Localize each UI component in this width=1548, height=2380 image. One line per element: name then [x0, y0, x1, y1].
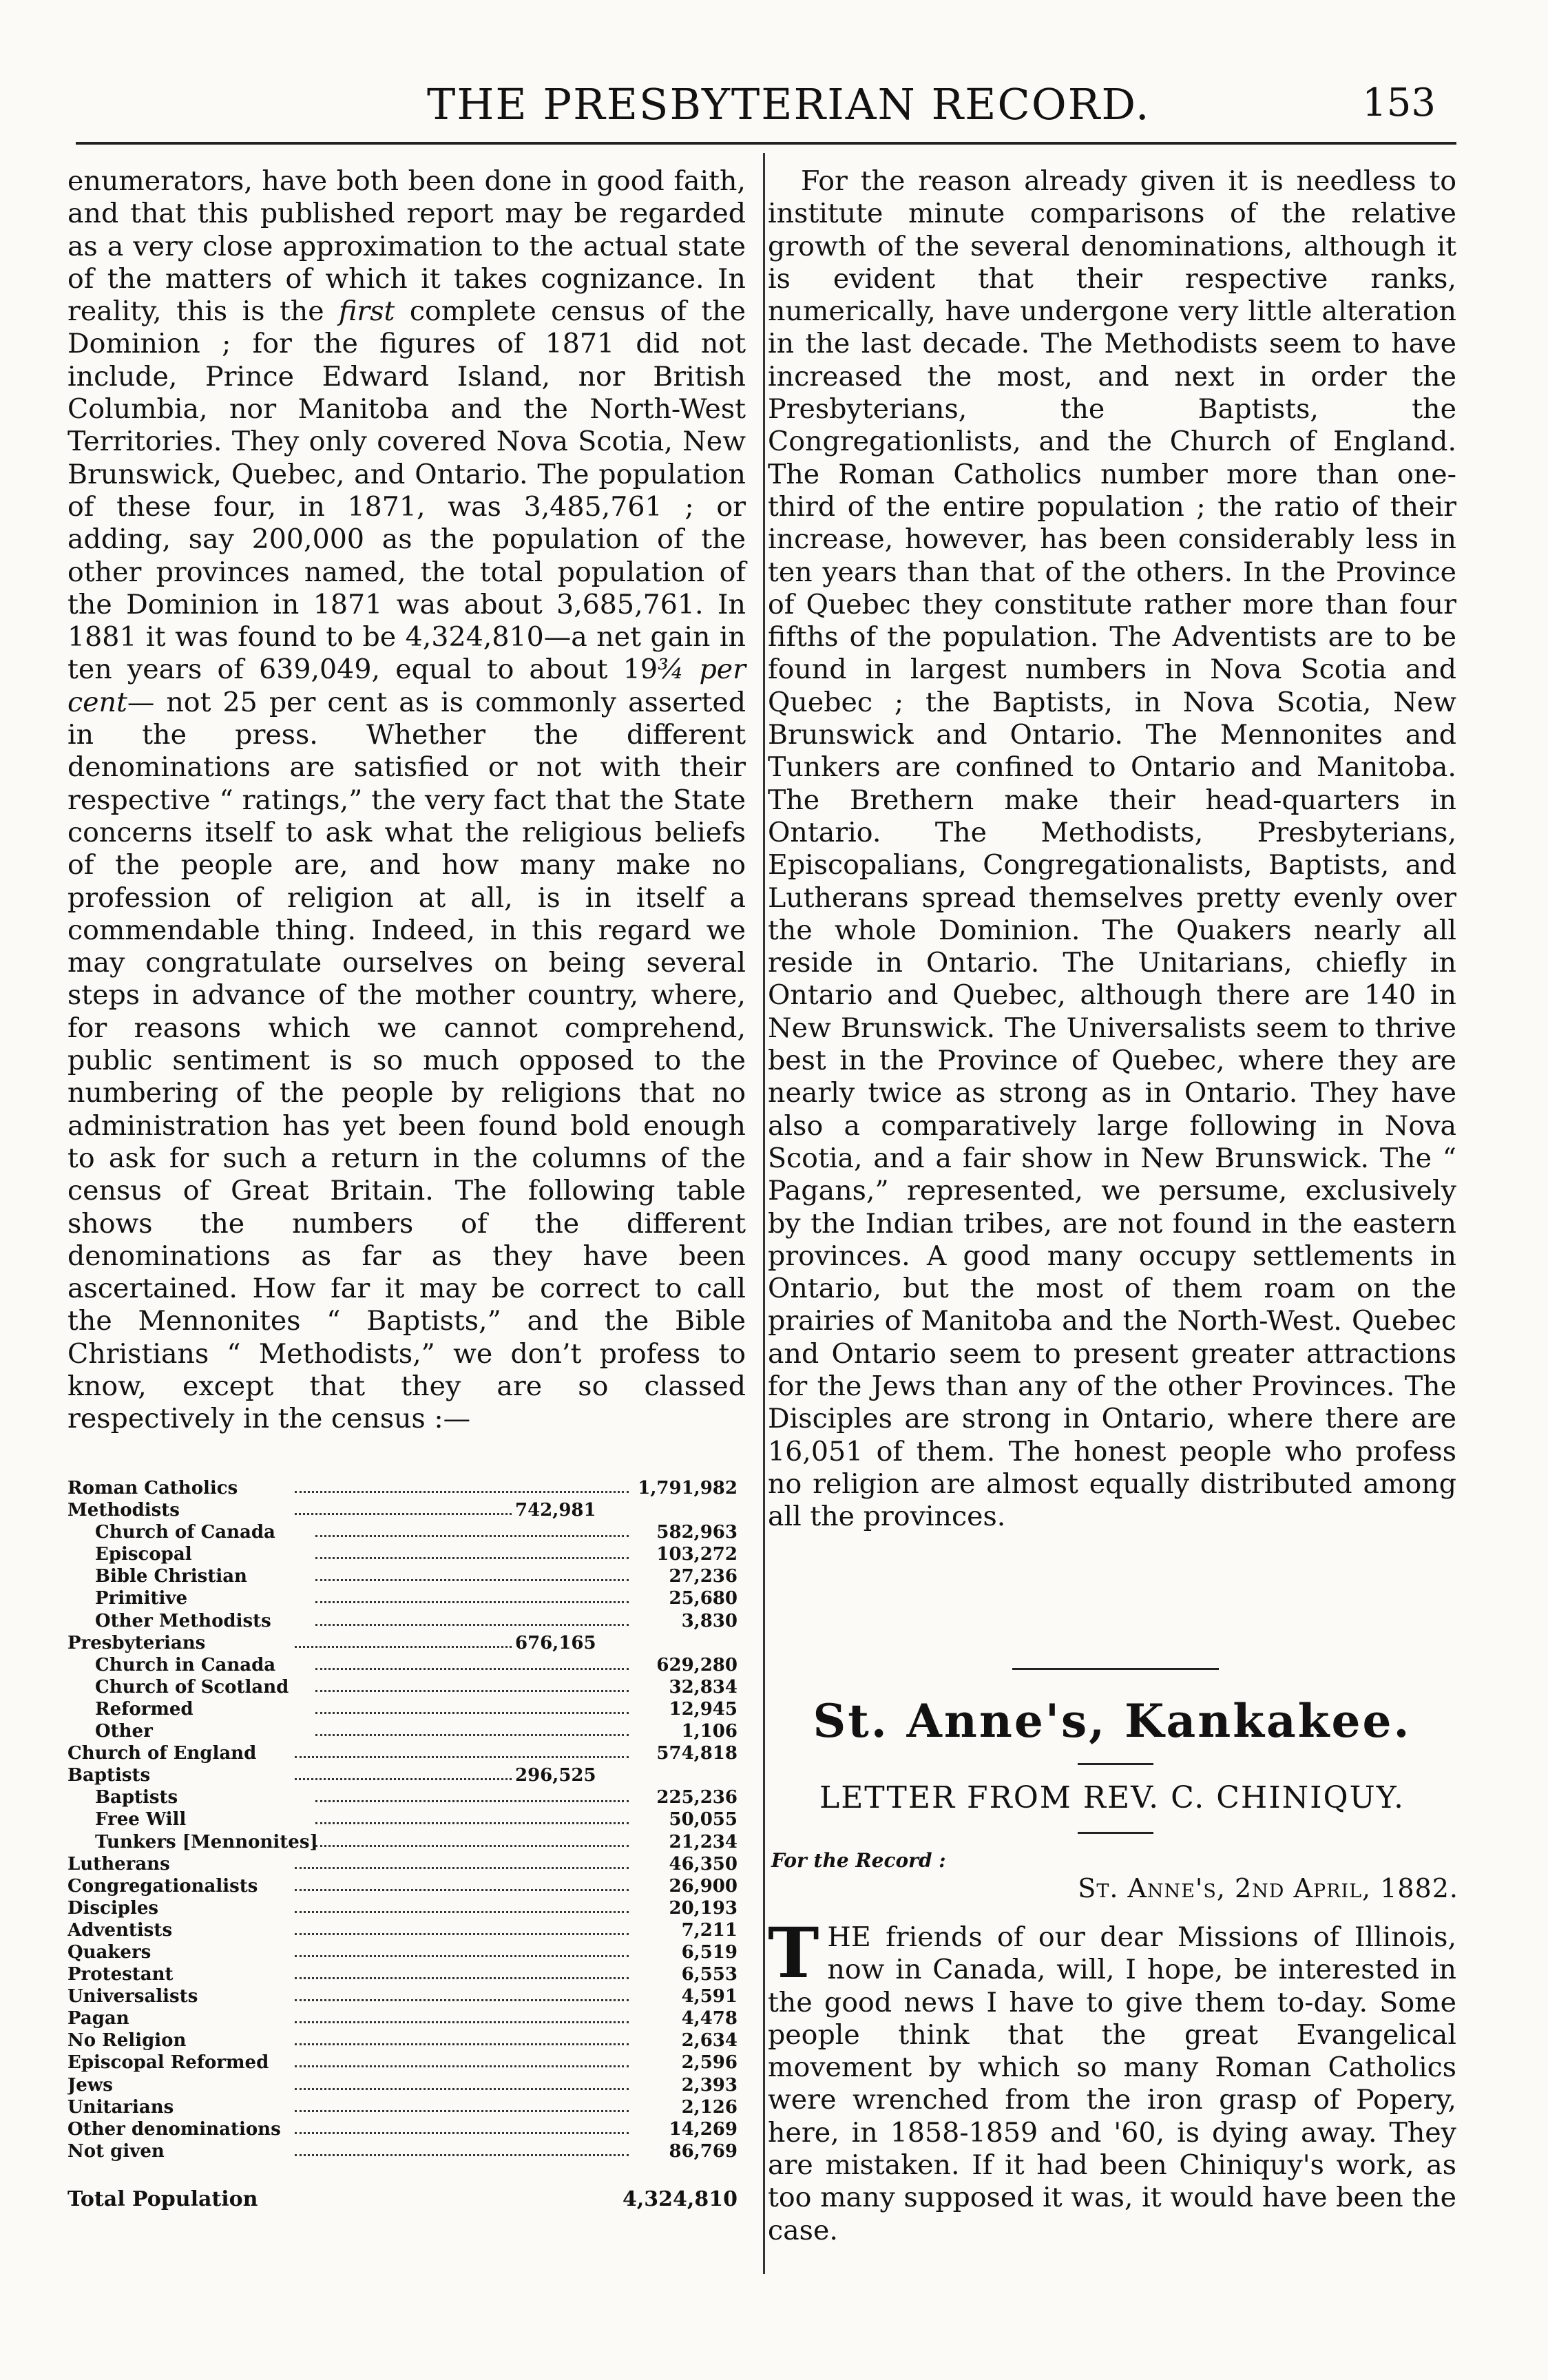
denomination-label: Episcopal Reformed	[67, 2052, 269, 2074]
census-row	[67, 1499, 746, 1521]
title-rule	[1078, 1763, 1153, 1765]
denomination-count: 27,236	[669, 1566, 738, 1587]
emphasis-percent: ¾ per cent	[67, 654, 746, 718]
denomination-label: Not given	[67, 2140, 165, 2162]
denomination-count: 582,963	[656, 1522, 738, 1543]
census-row	[67, 1587, 746, 1609]
leader-dots	[295, 2096, 629, 2112]
census-row	[67, 2096, 746, 2118]
denomination-count: 25,680	[669, 1588, 738, 1609]
denomination-count: 2,596	[681, 2052, 738, 2074]
census-row	[67, 1521, 746, 1543]
leader-dots	[295, 1742, 629, 1758]
census-row	[67, 1720, 746, 1742]
denomination-count: 574,818	[656, 1743, 738, 1764]
leader-dots	[295, 1632, 512, 1648]
dateline: St. Anne's, 2nd April, 1882.	[1078, 1873, 1458, 1903]
census-row	[67, 1764, 746, 1786]
census-row	[67, 2029, 746, 2052]
denomination-label: Free Will	[95, 1809, 187, 1830]
text-run: — not 25 per cent as is commonly asserted in the press. Whether the different denominations are satisfied or not with their respective “ ratings,” the very fact that the State concerns itself to ask what the religious beliefs of the people are, and how many make no profession of religion at all, is in itself a commendable thing. Indeed, in this regard we may congratulate ourselves on being several steps in advance of the mother country, where, for reasons which we cannot comprehend, public sentiment is so much opposed to the numbering of the people by religions that no administration has yet been found bold enough to ask for such a return in the columns of the census of Great Britain. The following table shows the numbers of the different denominations as far as they have been ascertained. How far it may be correct to call the Mennonites “ Baptists,” and the Bible Christians “ Methodists,” we don’t profess to know, except that they are so classed respectively in the census :—	[67, 686, 746, 1435]
leader-dots	[295, 2029, 629, 2045]
article-title: St. Anne's, Kankakee.	[813, 1694, 1412, 1748]
leader-dots	[295, 1853, 629, 1869]
header-rule	[76, 142, 1456, 145]
leader-dots	[295, 2118, 629, 2134]
section-rule	[1012, 1668, 1219, 1670]
right-column	[768, 165, 1456, 1533]
leader-dots	[315, 1587, 629, 1603]
denomination-count: 2,393	[681, 2074, 738, 2096]
census-row	[67, 1610, 746, 1632]
total-label: Total Population	[67, 2188, 258, 2211]
leader-dots	[295, 2140, 629, 2156]
denomination-label: Bible Christian	[95, 1566, 247, 1587]
denomination-label: Tunkers [Mennonites]	[95, 1831, 318, 1852]
leader-dots	[295, 1985, 629, 2001]
leader-dots	[315, 1610, 629, 1626]
group-subtotal: 742,981	[515, 1500, 596, 1521]
denomination-count: 629,280	[656, 1654, 738, 1676]
leader-dots	[315, 1565, 629, 1581]
leader-dots	[295, 2074, 629, 2090]
leader-dots	[315, 1831, 629, 1847]
text-run: complete census of the Dominion ; for the figures of 1871 did not include, Prince Edward Island, nor British Columbia, nor Manitoba and the North-West Territories. They only covered Nova Scotia, New Brunswick, Quebec, and Ontario. The population of these four, in 1871, was 3,485,761 ; or adding, say 200,000 as the population of the other provinces named, the total population of the Dominion in 1871 was about 3,685,761. In 1881 it was found to be 4,324,810—a net gain in ten years of 639,049, equal to about 19	[67, 295, 746, 686]
denomination-count: 21,234	[669, 1831, 738, 1852]
denomination-label: Church of Canada	[95, 1522, 275, 1543]
denomination-count: 3,830	[681, 1610, 738, 1631]
leader-dots	[295, 1764, 512, 1780]
denomination-label: Other Methodists	[95, 1610, 271, 1631]
census-row	[67, 1786, 746, 1808]
denomination-label: Jews	[67, 2074, 113, 2096]
census-row	[67, 1565, 746, 1587]
denomination-label: Church of Scotland	[95, 1676, 289, 1698]
census-row	[67, 1742, 746, 1764]
denomination-label: Baptists	[67, 1765, 151, 1786]
denomination-count: 32,834	[669, 1676, 738, 1698]
denomination-label: Methodists	[67, 1500, 180, 1521]
denomination-label: Disciples	[67, 1897, 159, 1919]
letter-text: HE friends of our dear Missions of Illinois, now in Canada, will, I hope, be interested in the good news I have to give them to-day. Some people think that the great Evangelical movement by which so many Roman Catholics were wrenched from the iron grasp of Popery, here, in 1858-1859 and '60, is dying away. They are mistaken. If it had been Chiniquy's work, as too many supposed it was, it would have been the case.	[768, 1921, 1456, 2246]
census-row	[67, 1875, 746, 1897]
census-total-row	[67, 2189, 746, 2211]
denomination-count: 6,519	[681, 1941, 738, 1963]
denomination-count: 2,634	[681, 2030, 738, 2052]
census-commentary	[67, 165, 746, 1436]
subtitle-rule	[1078, 1832, 1153, 1834]
census-row	[67, 2118, 746, 2140]
denomination-label: Adventists	[67, 1919, 173, 1941]
denomination-label: Lutherans	[67, 1853, 170, 1875]
denomination-count: 1,791,982	[638, 1478, 738, 1499]
denomination-label: No Religion	[67, 2030, 187, 2052]
journal-title: THE PRESBYTERIAN RECORD.	[427, 79, 1151, 129]
leader-dots	[315, 1808, 629, 1824]
page-number: 153	[1362, 81, 1436, 125]
denomination-count: 1,106	[681, 1721, 738, 1742]
denomination-label: Roman Catholics	[67, 1478, 238, 1499]
leader-dots	[315, 1786, 629, 1802]
denomination-count: 4,478	[681, 2008, 738, 2029]
leader-dots	[315, 1521, 629, 1537]
denomination-label: Church in Canada	[95, 1654, 276, 1676]
leader-dots	[295, 2052, 629, 2067]
census-row	[67, 2007, 746, 2029]
denomination-label: Baptists	[95, 1787, 178, 1808]
census-row	[67, 1698, 746, 1720]
denomination-label: Presbyterians	[67, 1632, 206, 1653]
denomination-label: Reformed	[95, 1698, 193, 1720]
denomination-label: Other denominations	[67, 2118, 281, 2140]
denomination-count: 12,945	[669, 1698, 738, 1720]
column-divider	[763, 153, 765, 2274]
denomination-count: 14,269	[669, 2118, 738, 2140]
census-row	[67, 1963, 746, 1985]
denomination-label: Universalists	[67, 1986, 198, 2007]
emphasis-first: first	[339, 295, 395, 328]
leader-dots	[295, 1941, 629, 1957]
census-row	[67, 1654, 746, 1676]
left-column	[67, 165, 746, 1436]
denomination-label: Primitive	[95, 1588, 188, 1609]
leader-dots	[295, 2007, 629, 2023]
denomination-count: 2,126	[681, 2096, 738, 2118]
denomination-label: Other	[95, 1721, 153, 1742]
letter-body	[768, 1912, 1456, 2247]
denomination-count: 225,236	[656, 1787, 738, 1808]
group-subtotal: 296,525	[515, 1765, 596, 1786]
denomination-count: 4,591	[681, 1986, 738, 2007]
leader-dots	[315, 1543, 629, 1559]
letter-heading: LETTER FROM REV. C. CHINIQUY.	[819, 1780, 1405, 1815]
denomination-count: 7,211	[681, 1919, 738, 1941]
leader-dots	[295, 1499, 512, 1515]
census-row	[67, 1897, 746, 1919]
denomination-count: 46,350	[669, 1853, 738, 1875]
census-row	[67, 1676, 746, 1698]
leader-dots	[315, 1698, 629, 1714]
page-header	[76, 79, 1453, 134]
denomination-count: 86,769	[669, 2140, 738, 2162]
denomination-label: Pagan	[67, 2008, 129, 2029]
leader-dots	[295, 1875, 629, 1891]
leader-dots	[295, 1919, 629, 1935]
census-row	[67, 1808, 746, 1830]
denomination-count: 20,193	[669, 1897, 738, 1919]
census-row	[67, 1632, 746, 1654]
denomination-label: Congregationalists	[67, 1875, 258, 1897]
census-row	[67, 2052, 746, 2074]
denomination-label: Church of England	[67, 1743, 257, 1764]
census-row	[67, 2074, 746, 2096]
census-row	[67, 1985, 746, 2007]
analysis-paragraph: For the reason already given it is needless to institute minute comparisons of the relative growth of the several denominations, although it is evident that their respective ranks, numerically, have undergone very little alteration in the last decade. The Methodists seem to have increased the most, and next in order the Presbyterians, the Baptists, the Congregationlists, and the Church of England. The Roman Catholics number more than one-third of the entire population ; the ratio of their increase, however, has been considerably less in ten years than that of the others. In the Province of Quebec they constitute rather more than four fifths of the population. The Adventists are to be found in largest numbers in Nova Scotia and Quebec ; the Baptists, in Nova Scotia, New Brunswick and Ontario. The Mennonites and Tunkers are confined to Ontario and Manitoba. The Brethern make their head-quarters in Ontario. The Methodists, Presbyterians, Episcopalians, Congregationalists, Baptists, and Lutherans spread themselves pretty evenly over the whole Dominion. The Quakers nearly all reside in Ontario. The Unitarians, chiefly in Ontario and Quebec, although there are 140 in New Brunswick. The Universalists seem to thrive best in the Province of Quebec, where they are nearly twice as strong as in Ontario. They have also a comparatively large following in Nova Scotia, and a fair show in New Brunswick. The “ Pagans,” represented, we persume, exclusively by the Indian tribes, are not found in the eastern provinces. A good many occupy settlements in Ontario, but the most of them roam on the prairies of Manitoba and the North-West. Quebec and Ontario seem to present greater attractions for the Jews than any of the other Provinces. The Disciples are strong in Ontario, where there are 16,051 of them. The honest people who profess no religion are almost equally distributed among all the provinces.	[768, 165, 1456, 1533]
census-row	[67, 1477, 746, 1499]
total-value: 4,324,810	[622, 2188, 738, 2211]
denomination-label: Unitarians	[67, 2096, 174, 2118]
census-row	[67, 1853, 746, 1875]
denomination-count: 50,055	[669, 1809, 738, 1830]
leader-dots	[295, 1963, 629, 1979]
census-row	[67, 1941, 746, 1963]
denomination-count: 103,272	[656, 1544, 738, 1565]
denomination-label: Episcopal	[95, 1544, 192, 1565]
census-row	[67, 1831, 746, 1853]
denomination-count: 6,553	[681, 1964, 738, 1985]
text-run: enumerators, have both been done in good faith, and that this published report may be regarded as a very close approximation to the actual state of the matters of which it takes cognizance. In reality, this is the	[67, 165, 746, 328]
denomination-count: 26,900	[669, 1875, 738, 1897]
leader-dots	[315, 1676, 629, 1692]
for-the-record: For the Record :	[771, 1849, 946, 1872]
drop-cap: T	[768, 1912, 819, 1994]
census-row	[67, 2140, 746, 2162]
denomination-label: Quakers	[67, 1941, 151, 1963]
denomination-label: Protestant	[67, 1964, 174, 1985]
leader-dots	[295, 1897, 629, 1913]
census-table	[67, 1477, 746, 2211]
leader-dots	[295, 1477, 629, 1493]
leader-dots	[315, 1654, 629, 1670]
leader-dots	[315, 1720, 629, 1736]
group-subtotal: 676,165	[515, 1632, 596, 1653]
census-row	[67, 1919, 746, 1941]
census-row	[67, 1543, 746, 1565]
